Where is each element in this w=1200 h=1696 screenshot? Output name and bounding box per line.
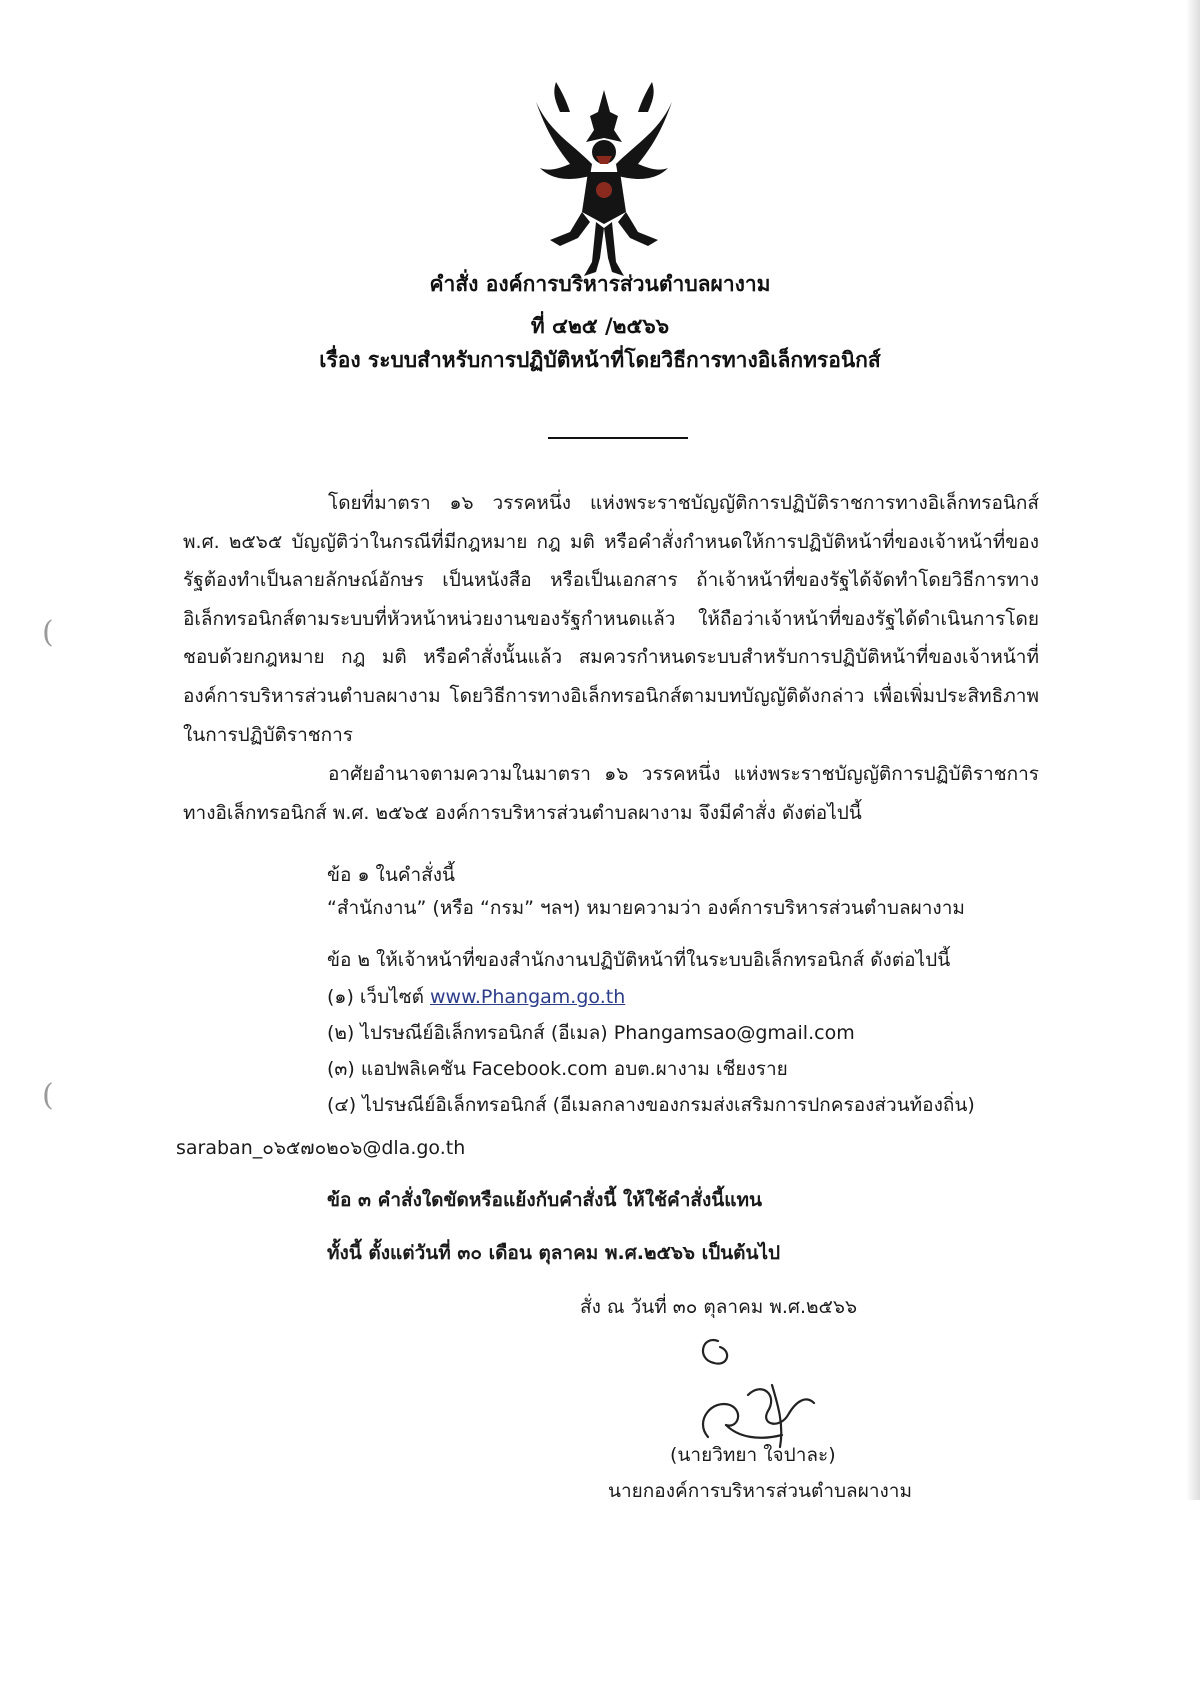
signing-date: สั่ง ณ วันที่ ๓๐ ตุลาคม พ.ศ.๒๕๖๖: [580, 1296, 858, 1318]
paragraph-1-text: โดยที่มาตรา ๑๖ วรรคหนึ่ง แห่งพระราชบัญญัติการปฏิบัติราชการทางอิเล็กทรอนิกส์ พ.ศ. ๒๕๖๕ บัญญัติว่าในกรณีที่มีกฎหมาย กฎ มติ หรือคำสั่งกำหนดให้การปฏิบัติหน้าที่ของเจ้าหน้าที่ของรัฐต้องทำเป็นลายลักษณ์อักษร เป็นหนังสือ หรือเป็นเอกสาร ถ้าเจ้าหน้าที่ของรัฐได้จัดทำโดยวิธีการทางอิเล็กทรอนิกส์ตามระบบที่หัวหน้าหน่วยงานของรัฐกำหนดแล้ว ให้ถือว่าเจ้าหน้าที่ของรัฐได้ดำเนินการโดยชอบด้วยกฎหมาย กฎ มติ หรือคำสั่งนั้นแล้ว สมควรกำหนดระบบสำหรับการปฏิบัติหน้าที่ของเจ้าหน้าที่องค์การบริหารส่วนตำบลผางาม โดยวิธีการทางอิเล็กทรอนิกส์ตามบทบัญญัติดังกล่าว เพื่อเพิ่มประสิทธิภาพในการปฏิบัติราชการ: [183, 492, 1039, 746]
item-4-email: saraban_๐๖๕๗๐๒๐๖@dla.go.th: [176, 1137, 466, 1159]
clause-3: ข้อ ๓ คำสั่งใดขัดหรือแย้งกับคำสั่งนี้ ให้ใช้คำสั่งนี้แทน: [327, 1189, 763, 1211]
clause-1: ข้อ ๑ ในคำสั่งนี้: [327, 864, 456, 886]
item-3: (๓) แอปพลิเคชัน Facebook.com อบต.ผางาม เชียงราย: [327, 1058, 788, 1080]
scan-edge-shadow: [1186, 0, 1200, 1500]
signatory-position: นายกองค์การบริหารส่วนตำบลผางาม: [608, 1480, 912, 1502]
website-link[interactable]: www.Phangam.go.th: [430, 986, 626, 1008]
order-number: ที่ ๔๒๕ /๒๕๖๖: [530, 314, 670, 338]
order-title: คำสั่ง องค์การบริหารส่วนตำบลผางาม: [429, 272, 771, 296]
effective-date: ทั้งนี้ ตั้งแต่วันที่ ๓๐ เดือน ตุลาคม พ.ศ.๒๕๖๖ เป็นต้นไป: [327, 1242, 781, 1264]
handwritten-signature: [688, 1325, 838, 1455]
clause-1-definition: “สำนักงาน” (หรือ “กรม” ฯลฯ) หมายความว่า องค์การบริหารส่วนตำบลผางาม: [327, 897, 965, 919]
paragraph-1: [183, 484, 1039, 754]
clause-2: ข้อ ๒ ให้เจ้าหน้าที่ของสำนักงานปฏิบัติหน้าที่ในระบบอิเล็กทรอนิกส์ ดังต่อไปนี้: [327, 949, 951, 971]
garuda-emblem: [530, 72, 678, 282]
item-1-label: (๑) เว็บไซต์: [327, 986, 424, 1008]
item-1: [327, 982, 625, 1012]
title-divider: [548, 437, 688, 439]
paragraph-2: [183, 755, 1039, 832]
signatory-name: (นายวิทยา ใจปาละ): [670, 1444, 836, 1466]
order-subject: เรื่อง ระบบสำหรับการปฏิบัติหน้าที่โดยวิธีการทางอิเล็กทรอนิกส์: [319, 348, 881, 372]
item-4: (๔) ไปรษณีย์อิเล็กทรอนิกส์ (อีเมลกลางของกรมส่งเสริมการปกครองส่วนท้องถิ่น): [327, 1094, 975, 1116]
paragraph-2-text: อาศัยอำนาจตามความในมาตรา ๑๖ วรรคหนึ่ง แห่งพระราชบัญญัติการปฏิบัติราชการทางอิเล็กทรอนิกส์ พ.ศ. ๒๕๖๕ องค์การบริหารส่วนตำบลผางาม จึงมีคำสั่ง ดังต่อไปนี้: [183, 763, 1039, 824]
punch-hole-mark-lower: (: [42, 1078, 54, 1113]
punch-hole-mark-upper: (: [42, 615, 54, 650]
item-2: (๒) ไปรษณีย์อิเล็กทรอนิกส์ (อีเมล) Phangamsao@gmail.com: [327, 1022, 855, 1044]
